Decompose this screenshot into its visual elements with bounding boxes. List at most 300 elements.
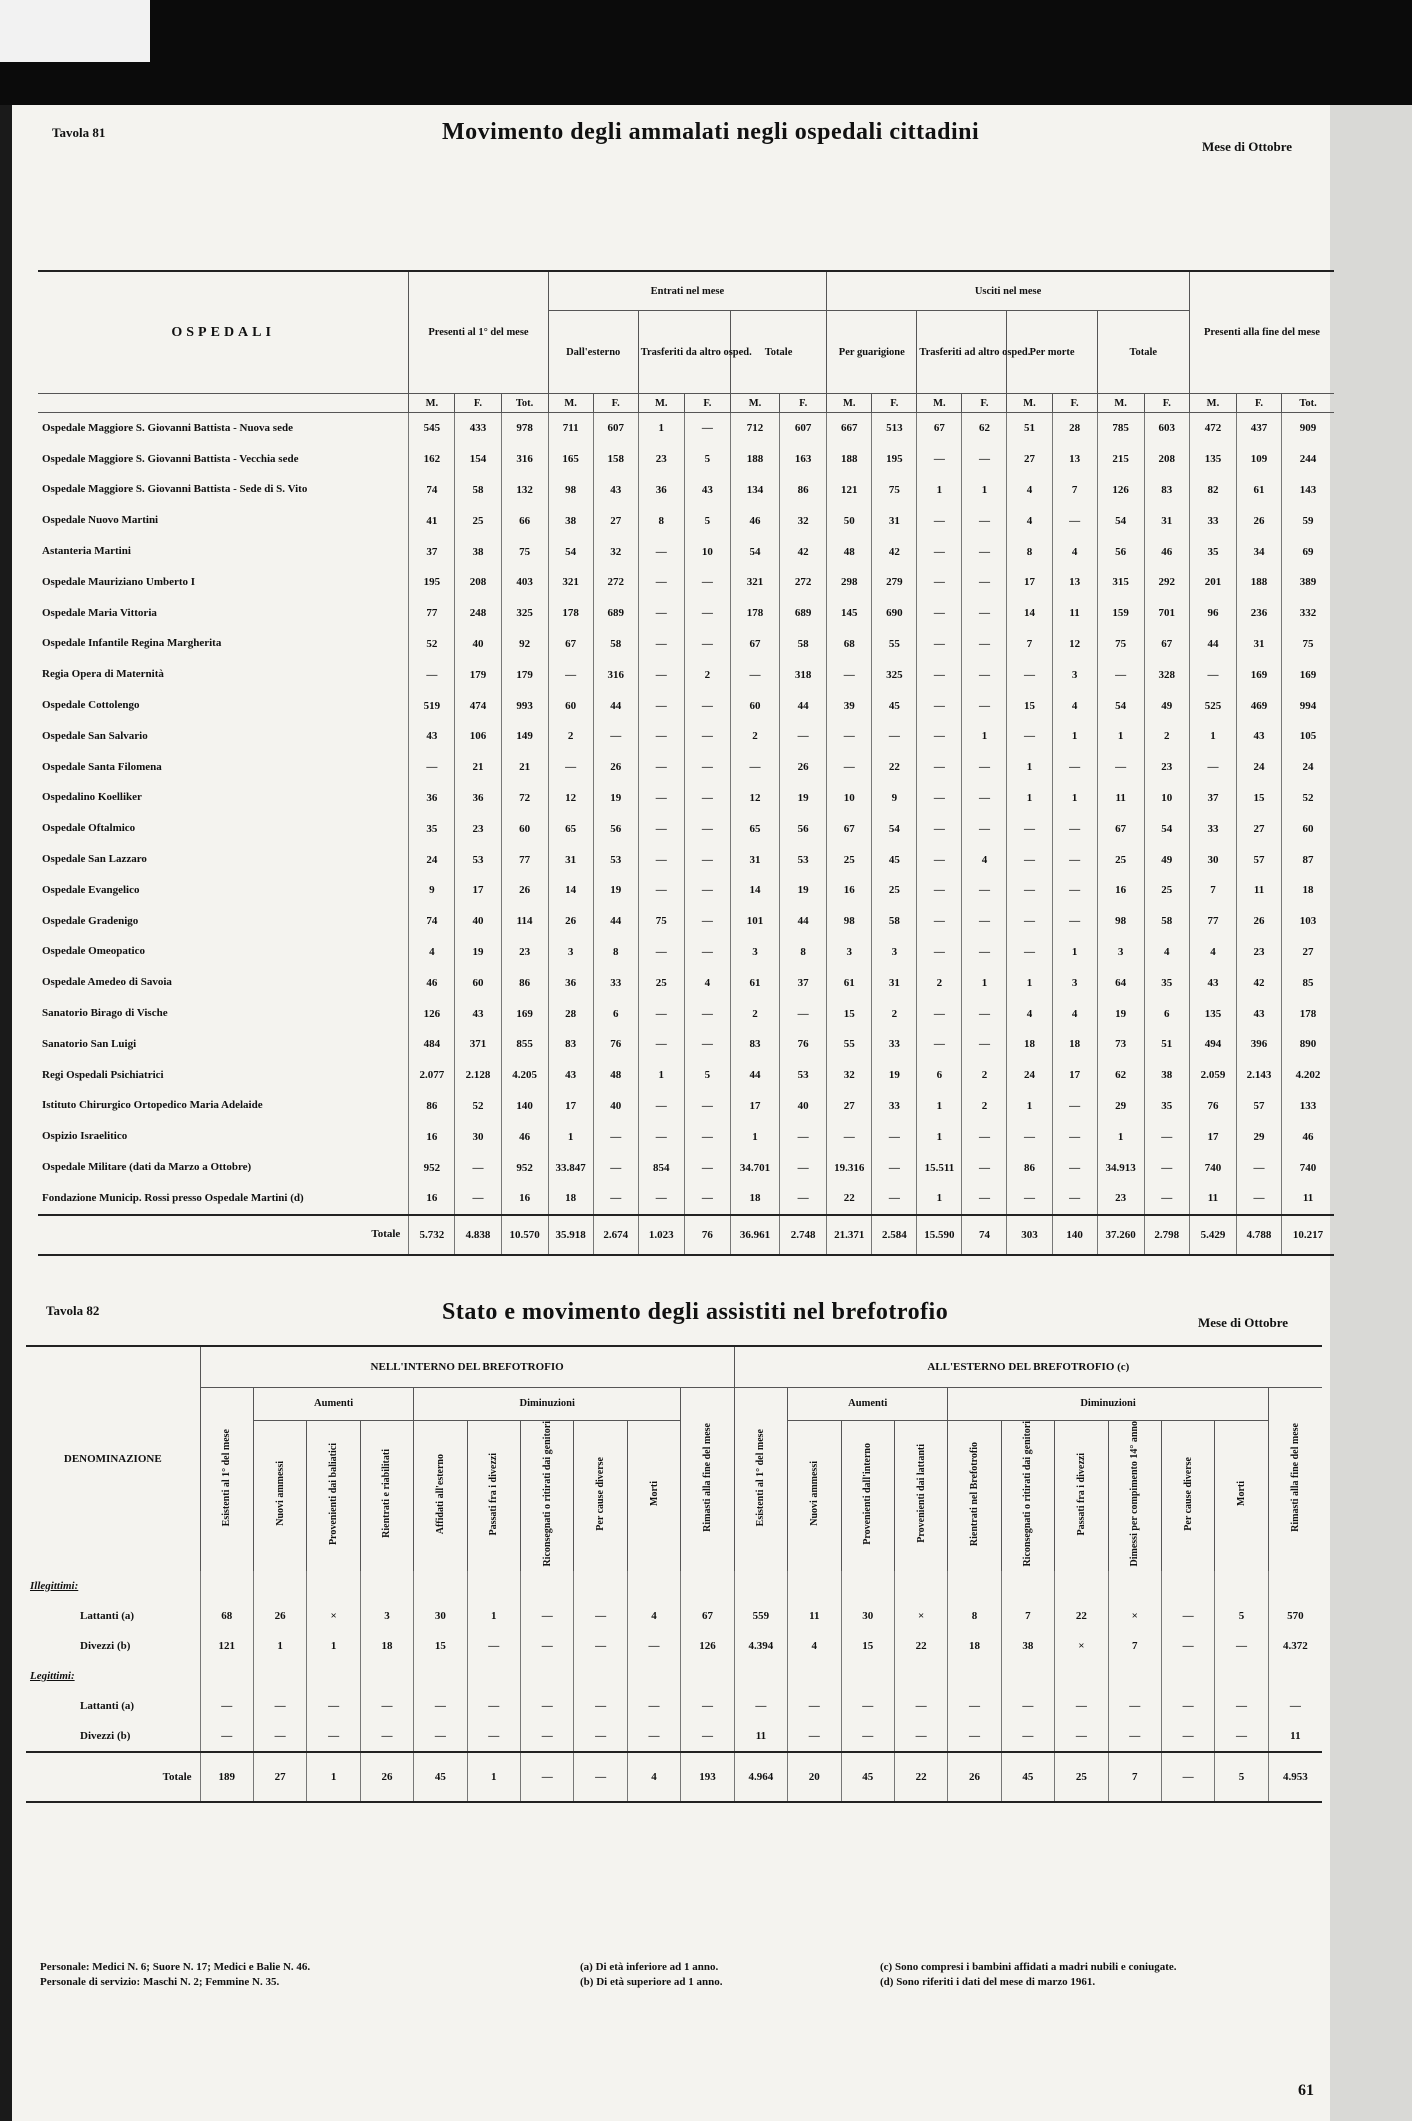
table81-row xyxy=(38,1121,1334,1152)
hospital-name: Ospedale Mauriziano Umberto I xyxy=(42,575,196,588)
hospital-name: Ospedale Santa Filomena xyxy=(42,760,162,773)
table81-cell: — xyxy=(1144,1183,1189,1215)
table81-cell: 3 xyxy=(872,937,917,968)
table81-cell: 16 xyxy=(409,1183,455,1215)
table81-cell: 75 xyxy=(638,906,684,937)
table81-cell: 298 xyxy=(827,567,872,598)
table81-cell: — xyxy=(917,875,962,906)
table81-cell: 16 xyxy=(1097,875,1144,906)
table82-total-cell: — xyxy=(1161,1752,1214,1802)
table81-cell: — xyxy=(1052,906,1097,937)
table81-cell: — xyxy=(962,567,1007,598)
table81-cell: 60 xyxy=(730,690,779,721)
table81-cell: 244 xyxy=(1282,444,1334,475)
table81-cell: 74 xyxy=(409,475,455,506)
scan-right-edge xyxy=(1330,105,1412,2121)
table82-total-cell: 7 xyxy=(1108,1752,1161,1802)
table81-cell: — xyxy=(962,629,1007,660)
table81-cell: 33 xyxy=(1189,505,1236,536)
table81-cell: 76 xyxy=(593,1029,638,1060)
table82-cell: — xyxy=(894,1691,947,1721)
table81-cell: 67 xyxy=(1097,813,1144,844)
table81-cell: 169 xyxy=(1237,659,1282,690)
table81-cell: 689 xyxy=(593,598,638,629)
table81-cell: 143 xyxy=(1282,475,1334,506)
table81-cell: — xyxy=(684,1091,730,1122)
table81-cell: — xyxy=(872,1152,917,1183)
table81-cell: 37 xyxy=(1189,783,1236,814)
table81-cell: — xyxy=(962,505,1007,536)
table81-cell: 188 xyxy=(730,444,779,475)
table82-total-cell: 20 xyxy=(788,1752,841,1802)
table81-cell: 4 xyxy=(1007,475,1052,506)
table81-cell: 25 xyxy=(1097,844,1144,875)
table82-total-cell: 26 xyxy=(360,1752,413,1802)
header-col-out-5: Riconsegnati o ritirati dai genitori xyxy=(1001,1421,1054,1571)
table82-empty-cell xyxy=(200,1571,253,1601)
table81-cell: 2 xyxy=(1144,721,1189,752)
table81-cell: — xyxy=(1189,659,1236,690)
header-trasferiti-da: Trasferiti da altro osped. xyxy=(638,311,730,394)
table81-cell: 16 xyxy=(501,1183,548,1215)
header-col-in-0: Esistenti al 1° del mese xyxy=(200,1388,253,1571)
table82-empty-cell xyxy=(467,1661,520,1691)
table82-cell: — xyxy=(734,1691,787,1721)
table82-row-label: Divezzi (b) xyxy=(80,1729,131,1742)
table81-cell: — xyxy=(730,752,779,783)
table81-cell: 1 xyxy=(1189,721,1236,752)
table81-cell: 8 xyxy=(780,937,827,968)
table82-cell: — xyxy=(414,1721,467,1752)
table81-cell: 525 xyxy=(1189,690,1236,721)
table82-cell: — xyxy=(1108,1691,1161,1721)
table82-empty-cell xyxy=(841,1661,894,1691)
header-per-guarigione: Per guarigione xyxy=(827,311,917,394)
table81-cell: 46 xyxy=(1282,1121,1334,1152)
table82-cell: 11 xyxy=(788,1601,841,1631)
hospital-name: Ospedale Amedeo di Savoia xyxy=(42,976,172,989)
category-illegittimi-label: Illegittimi: xyxy=(30,1579,79,1592)
table81-cell: 45 xyxy=(872,844,917,875)
table81-cell: 6 xyxy=(593,998,638,1029)
header-presenti-fine: Presenti alla fine del mese xyxy=(1189,271,1334,394)
table81-cell: 56 xyxy=(593,813,638,844)
table82-cell: — xyxy=(200,1721,253,1752)
header-trasferiti-ad: Trasferiti ad altro osped. xyxy=(917,311,1007,394)
table81-cell: 36 xyxy=(548,967,593,998)
table81-cell: — xyxy=(638,1121,684,1152)
table81-cell: — xyxy=(962,444,1007,475)
table81-cell: 13 xyxy=(1052,444,1097,475)
table82-cell: 67 xyxy=(681,1601,734,1631)
table81-cell: 19 xyxy=(1097,998,1144,1029)
table81-cell: 248 xyxy=(455,598,501,629)
table81-label: Tavola 81 xyxy=(52,125,106,140)
table81-cell: 4 xyxy=(1052,536,1097,567)
header-mf-15: F. xyxy=(1052,394,1097,413)
table81-cell: 32 xyxy=(780,505,827,536)
table81-cell: 1 xyxy=(962,967,1007,998)
table81-cell: — xyxy=(780,1183,827,1215)
header-col-out-1: Nuovi ammessi xyxy=(788,1421,841,1571)
table81-cell: 712 xyxy=(730,413,779,444)
table82-cell: — xyxy=(574,1691,627,1721)
table81-cell: 75 xyxy=(501,536,548,567)
table81-cell: — xyxy=(1007,1183,1052,1215)
table82-cell: 7 xyxy=(1108,1631,1161,1661)
table81-cell: 60 xyxy=(501,813,548,844)
table81-cell: — xyxy=(455,1183,501,1215)
header-col-in-1: Nuovi ammessi xyxy=(253,1421,306,1571)
table81-cell: — xyxy=(638,998,684,1029)
table82-cell: — xyxy=(1001,1721,1054,1752)
table81-cell: 132 xyxy=(501,475,548,506)
table81-cell: 215 xyxy=(1097,444,1144,475)
table82-cell: 15 xyxy=(841,1631,894,1661)
table81-cell: 74 xyxy=(409,906,455,937)
table81-cell: 4 xyxy=(409,937,455,968)
table81-cell: — xyxy=(917,536,962,567)
header-dall-esterno: Dall'esterno xyxy=(548,311,638,394)
scan-dark-border xyxy=(0,0,1412,105)
table81-cell: 5 xyxy=(684,444,730,475)
hospital-name: Ospedale Gradenigo xyxy=(42,914,139,927)
table81-cell: 24 xyxy=(1237,752,1282,783)
table81-cell: — xyxy=(684,1183,730,1215)
table82-empty-cell xyxy=(521,1571,574,1601)
table81-cell: — xyxy=(638,1091,684,1122)
table81-total-cell: 4.838 xyxy=(455,1215,501,1255)
table81-cell: 77 xyxy=(501,844,548,875)
table81-cell: — xyxy=(917,659,962,690)
table81-cell: 236 xyxy=(1237,598,1282,629)
table81-cell: 44 xyxy=(593,906,638,937)
table81-row xyxy=(38,813,1334,844)
table81-cell: 56 xyxy=(780,813,827,844)
table81-cell: 11 xyxy=(1282,1183,1334,1215)
document-page xyxy=(12,105,1330,2121)
table81-cell: — xyxy=(827,752,872,783)
table82-cell: 3 xyxy=(360,1601,413,1631)
table81-cell: 44 xyxy=(780,690,827,721)
table82-cell: — xyxy=(467,1631,520,1661)
table82-total-cell: 45 xyxy=(1001,1752,1054,1802)
table81-cell: 55 xyxy=(872,629,917,660)
table81-cell: 65 xyxy=(730,813,779,844)
table81-cell: 46 xyxy=(730,505,779,536)
header-col-out-10: Rimasti alla fine del mese xyxy=(1268,1388,1322,1571)
table81-cell: 607 xyxy=(780,413,827,444)
table81-cell: 21 xyxy=(455,752,501,783)
table82-cell: — xyxy=(788,1691,841,1721)
header-presenti-inizio: Presenti al 1° del mese xyxy=(409,271,548,394)
table81-cell: — xyxy=(962,1029,1007,1060)
table81-cell: 27 xyxy=(827,1091,872,1122)
table81-cell: 2.059 xyxy=(1189,1060,1236,1091)
table81-cell: — xyxy=(917,906,962,937)
table81-cell: 3 xyxy=(1052,967,1097,998)
table81-cell: — xyxy=(917,783,962,814)
table81-cell: 64 xyxy=(1097,967,1144,998)
table82-empty-cell xyxy=(1268,1661,1322,1691)
header-denominazione: DENOMINAZIONE xyxy=(26,1346,200,1571)
table81-cell: 4 xyxy=(1189,937,1236,968)
table81-row xyxy=(38,967,1334,998)
table81-cell: 53 xyxy=(780,1060,827,1091)
table81-cell: 40 xyxy=(455,629,501,660)
table81-cell: 18 xyxy=(1052,1029,1097,1060)
table81-cell: 11 xyxy=(1237,875,1282,906)
table82-cell: 26 xyxy=(253,1601,306,1631)
table81-cell: — xyxy=(548,659,593,690)
table81-cell: 62 xyxy=(962,413,1007,444)
table82-total-cell: 25 xyxy=(1055,1752,1108,1802)
table81-cell: 17 xyxy=(455,875,501,906)
table81-cell: — xyxy=(684,1121,730,1152)
table81-cell: — xyxy=(780,1152,827,1183)
table81-cell: 25 xyxy=(872,875,917,906)
table81-cell: 4 xyxy=(1052,998,1097,1029)
table81-cell: 27 xyxy=(1282,937,1334,968)
header-ospedali: OSPEDALI xyxy=(38,271,409,394)
table81-total-cell: 2.748 xyxy=(780,1215,827,1255)
table82-cell: — xyxy=(1215,1721,1268,1752)
table81-total-cell: 76 xyxy=(684,1215,730,1255)
table81-cell: 607 xyxy=(593,413,638,444)
table82-cell: — xyxy=(253,1721,306,1752)
header-section-esterno: ALL'ESTERNO DEL BREFOTROFIO (c) xyxy=(734,1346,1322,1388)
table81-cell: 690 xyxy=(872,598,917,629)
table81-cell: 3 xyxy=(1052,659,1097,690)
table81-cell: 22 xyxy=(827,1183,872,1215)
table81-cell: — xyxy=(872,721,917,752)
table81-cell: 30 xyxy=(1189,844,1236,875)
table81-cell: 740 xyxy=(1189,1152,1236,1183)
table81-cell: 98 xyxy=(1097,906,1144,937)
table81-cell: — xyxy=(962,937,1007,968)
table81-cell: — xyxy=(684,721,730,752)
table81-cell: 2.128 xyxy=(455,1060,501,1091)
table81-cell: — xyxy=(638,536,684,567)
table81-cell: 2.143 xyxy=(1237,1060,1282,1091)
table81-cell: 472 xyxy=(1189,413,1236,444)
table81-cell: 1 xyxy=(1007,783,1052,814)
table81-cell: — xyxy=(684,1029,730,1060)
table81-cell: 26 xyxy=(780,752,827,783)
table81-cell: 126 xyxy=(1097,475,1144,506)
table81-cell: 667 xyxy=(827,413,872,444)
table81-cell: 48 xyxy=(827,536,872,567)
table81-cell: — xyxy=(780,998,827,1029)
hospital-name: Ospedalino Koelliker xyxy=(42,791,142,804)
table81-cell: 17 xyxy=(548,1091,593,1122)
table81-cell: 52 xyxy=(1282,783,1334,814)
table82-cell: — xyxy=(627,1631,680,1661)
footer-note-d: (d) Sono riferiti i dati del mese di marzo 1961. xyxy=(880,1976,1096,1988)
table82-empty-cell xyxy=(1108,1571,1161,1601)
table81-row xyxy=(38,505,1334,536)
table81-cell: 21 xyxy=(501,752,548,783)
table81-cell: — xyxy=(548,752,593,783)
table81-cell: — xyxy=(684,413,730,444)
table81-total-cell: 5.732 xyxy=(409,1215,455,1255)
table81-cell: 83 xyxy=(1144,475,1189,506)
table82-cell: — xyxy=(1161,1631,1214,1661)
table82-empty-cell xyxy=(1001,1571,1054,1601)
table81-cell: 35 xyxy=(1144,1091,1189,1122)
table82-empty-cell xyxy=(414,1571,467,1601)
table82-cell: 18 xyxy=(360,1631,413,1661)
table81-cell: 1 xyxy=(1052,783,1097,814)
table82-cell: — xyxy=(467,1691,520,1721)
header-mf-4: M. xyxy=(548,394,593,413)
table82-cell: — xyxy=(467,1721,520,1752)
table81-cell: 208 xyxy=(1144,444,1189,475)
table81-cell: — xyxy=(638,752,684,783)
header-mf-3: Tot. xyxy=(501,394,548,413)
table81-row xyxy=(38,629,1334,660)
table81-cell: 272 xyxy=(780,567,827,598)
table81-row xyxy=(38,1091,1334,1122)
header-mf-19: F. xyxy=(1237,394,1282,413)
table82-cell: — xyxy=(841,1721,894,1752)
table81-cell: 785 xyxy=(1097,413,1144,444)
table81-cell: — xyxy=(780,1121,827,1152)
table81-cell: 38 xyxy=(455,536,501,567)
table81-cell: 53 xyxy=(780,844,827,875)
hospital-name: Ospedale Oftalmico xyxy=(42,822,136,835)
table82-cell: 570 xyxy=(1268,1601,1322,1631)
table82-empty-cell xyxy=(894,1661,947,1691)
table82-empty-cell xyxy=(360,1571,413,1601)
table81-cell: 25 xyxy=(1144,875,1189,906)
table82-cell: 38 xyxy=(1001,1631,1054,1661)
table81-cell: 26 xyxy=(548,906,593,937)
table81-cell: 60 xyxy=(548,690,593,721)
table81-cell: 8 xyxy=(638,505,684,536)
table81-cell: 26 xyxy=(1237,505,1282,536)
table82-cell: — xyxy=(574,1721,627,1752)
table81-total-cell: 303 xyxy=(1007,1215,1052,1255)
table81-cell: 6 xyxy=(1144,998,1189,1029)
table81-cell: 909 xyxy=(1282,413,1334,444)
header-mf-9: F. xyxy=(780,394,827,413)
table81-cell: 24 xyxy=(409,844,455,875)
table81-cell: — xyxy=(917,1029,962,1060)
table81-cell: 58 xyxy=(455,475,501,506)
table81-cell: — xyxy=(962,1152,1007,1183)
table81-row xyxy=(38,1060,1334,1091)
table81-cell: 126 xyxy=(409,998,455,1029)
table81-total-cell: 2.798 xyxy=(1144,1215,1189,1255)
table81-total-cell: 1.023 xyxy=(638,1215,684,1255)
header-col-in-8: Morti xyxy=(627,1421,680,1571)
table82-cell: — xyxy=(253,1691,306,1721)
table81-cell: — xyxy=(962,659,1007,690)
table81-cell: 5 xyxy=(684,1060,730,1091)
table81-cell: 2 xyxy=(962,1060,1007,1091)
table81-total-cell: 35.918 xyxy=(548,1215,593,1255)
table81-cell: — xyxy=(1052,875,1097,906)
table81-cell: 42 xyxy=(872,536,917,567)
table81-cell: 3 xyxy=(827,937,872,968)
table81-cell: — xyxy=(638,1029,684,1060)
table81-cell: 328 xyxy=(1144,659,1189,690)
table81-cell: 18 xyxy=(1282,875,1334,906)
header-mf-16: M. xyxy=(1097,394,1144,413)
hospital-name: Regi Ospedali Psichiatrici xyxy=(42,1068,164,1081)
table81-cell: 9 xyxy=(409,875,455,906)
table82-empty-cell xyxy=(307,1571,360,1601)
table81-cell: 23 xyxy=(1237,937,1282,968)
table81-cell: 68 xyxy=(827,629,872,660)
table81-cell: 36 xyxy=(638,475,684,506)
header-mf-18: M. xyxy=(1189,394,1236,413)
table81-cell: 75 xyxy=(872,475,917,506)
table81-cell: — xyxy=(593,1121,638,1152)
table81-cell: 7 xyxy=(1189,875,1236,906)
table81-cell: 57 xyxy=(1237,1091,1282,1122)
table81-cell: 34 xyxy=(1237,536,1282,567)
table81-cell: 82 xyxy=(1189,475,1236,506)
table81-cell: 993 xyxy=(501,690,548,721)
table81-cell: 4 xyxy=(962,844,1007,875)
table81-cell: — xyxy=(638,721,684,752)
table81-cell: 37 xyxy=(780,967,827,998)
table81-cell: 4 xyxy=(1144,937,1189,968)
header-totale-usciti: Totale xyxy=(1097,311,1189,394)
table81-cell: 50 xyxy=(827,505,872,536)
table81-cell: 145 xyxy=(827,598,872,629)
table81-cell: 15 xyxy=(1007,690,1052,721)
table81-row xyxy=(38,998,1334,1029)
table82-empty-cell xyxy=(1161,1661,1214,1691)
table81-cell: — xyxy=(1007,659,1052,690)
table81-cell: 25 xyxy=(638,967,684,998)
header-col-in-7: Per cause diverse xyxy=(574,1421,627,1571)
table82-cell: — xyxy=(307,1691,360,1721)
table81-cell: 42 xyxy=(780,536,827,567)
table81-cell: 49 xyxy=(1144,844,1189,875)
table81-month: Mese di Ottobre xyxy=(1202,139,1293,154)
table81-total-cell: 5.429 xyxy=(1189,1215,1236,1255)
table81-row xyxy=(38,690,1334,721)
table81-cell: — xyxy=(827,1121,872,1152)
table81-cell: 159 xyxy=(1097,598,1144,629)
table81-cell: 33 xyxy=(593,967,638,998)
table81-cell: 195 xyxy=(409,567,455,598)
table81-cell: 890 xyxy=(1282,1029,1334,1060)
table81-cell: — xyxy=(1052,1091,1097,1122)
table82-cell: — xyxy=(360,1691,413,1721)
table81-cell: 272 xyxy=(593,567,638,598)
table81-cell: 32 xyxy=(593,536,638,567)
table82-cell: — xyxy=(1055,1721,1108,1752)
table82-cell: 1 xyxy=(253,1631,306,1661)
table81-cell: 98 xyxy=(827,906,872,937)
table81-cell: 86 xyxy=(501,967,548,998)
table81-cell: 24 xyxy=(1007,1060,1052,1091)
table81-cell: 17 xyxy=(730,1091,779,1122)
table82-total-label: Totale xyxy=(26,1752,200,1802)
table81-cell: 1 xyxy=(638,1060,684,1091)
table81-cell: 39 xyxy=(827,690,872,721)
table81-cell: — xyxy=(638,813,684,844)
header-col-out-2: Provenienti dall'interno xyxy=(841,1421,894,1571)
table81-cell: 4.205 xyxy=(501,1060,548,1091)
table81-cell: 8 xyxy=(593,937,638,968)
table81-row xyxy=(38,783,1334,814)
